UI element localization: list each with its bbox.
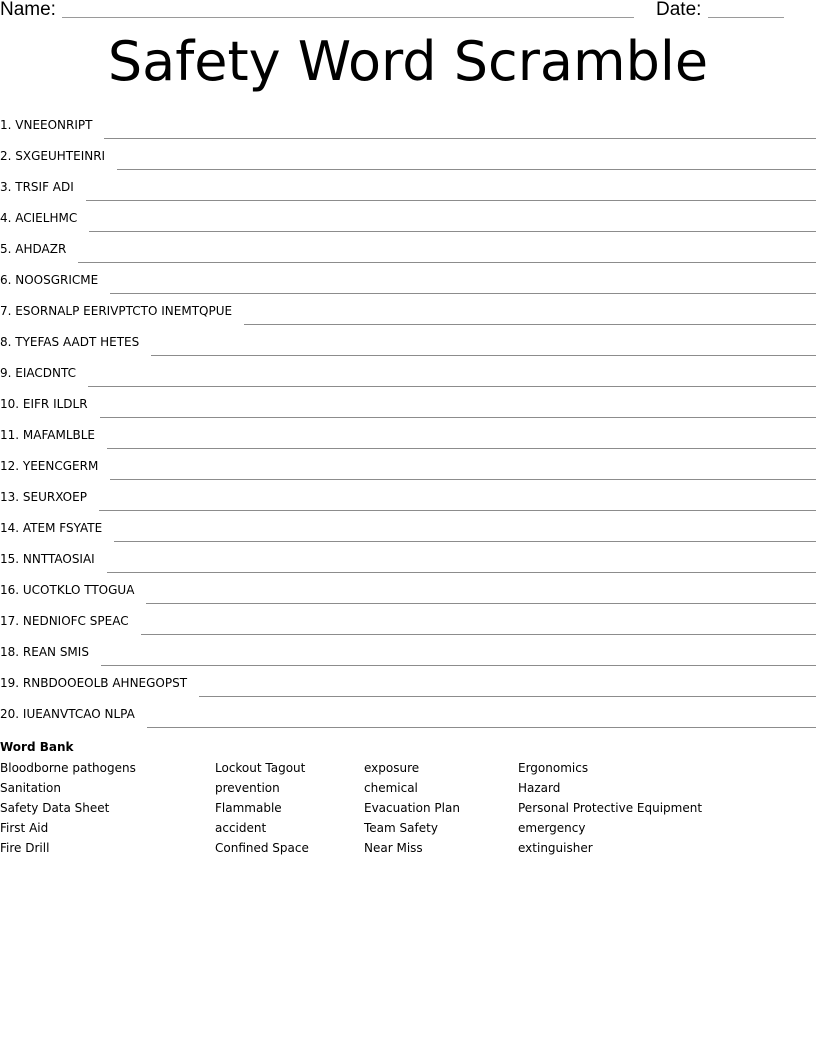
answer-line[interactable] (104, 137, 816, 139)
question-row (0, 203, 816, 234)
answer-line[interactable] (107, 571, 816, 573)
scrambled-word: 15. NNTTAOSIAI (0, 552, 95, 566)
scrambled-word: 7. ESORNALP EERIVPTCTO INEMTQPUE (0, 304, 233, 318)
word-bank-item: Hazard (518, 781, 561, 795)
answer-line[interactable] (199, 695, 816, 697)
date-field[interactable] (708, 17, 784, 18)
answer-line[interactable] (88, 385, 816, 387)
word-bank-title: Word Bank (0, 740, 74, 754)
answer-line[interactable] (89, 230, 816, 232)
scrambled-word: 11. MAFAMLBLE (0, 428, 96, 442)
question-row (0, 699, 816, 730)
scrambled-word: 16. UCOTKLO TTOGUA (0, 583, 135, 597)
word-bank-column (518, 760, 702, 860)
word-bank-item: Near Miss (364, 841, 423, 855)
question-row (0, 513, 816, 544)
question-row (0, 327, 816, 358)
scrambled-word: 8. TYEFAS AADT HETES (0, 335, 140, 349)
question-row (0, 575, 816, 606)
answer-line[interactable] (151, 354, 816, 356)
scrambled-word: 13. SEURXOEP (0, 490, 87, 504)
answer-line[interactable] (117, 168, 816, 170)
question-row (0, 482, 816, 513)
scrambled-word: 17. NEDNIOFC SPEAC (0, 614, 129, 628)
word-bank-item: Team Safety (364, 821, 438, 835)
question-row (0, 296, 816, 327)
word-bank-item: Ergonomics (518, 761, 589, 775)
answer-line[interactable] (110, 478, 816, 480)
word-bank-item: Sanitation (0, 781, 61, 795)
question-row (0, 606, 816, 637)
question-row (0, 358, 816, 389)
scrambled-word: 2. SXGEUHTEINRI (0, 149, 106, 163)
name-date-header (0, 0, 816, 24)
scrambled-word: 18. REAN SMIS (0, 645, 89, 659)
answer-line[interactable] (146, 602, 816, 604)
answer-line[interactable] (100, 416, 816, 418)
word-bank-item: accident (215, 821, 267, 835)
answer-line[interactable] (244, 323, 816, 325)
word-bank-item: Bloodborne pathogens (0, 761, 136, 775)
question-row (0, 420, 816, 451)
word-bank-item: Evacuation Plan (364, 801, 460, 815)
answer-line[interactable] (141, 633, 816, 635)
name-label: Name: (0, 0, 56, 20)
scrambled-word: 14. ATEM FSYATE (0, 521, 103, 535)
question-row (0, 234, 816, 265)
scrambled-word: 1. VNEEONRIPT (0, 118, 93, 132)
question-row (0, 110, 816, 141)
question-row (0, 141, 816, 172)
word-bank-item: Safety Data Sheet (0, 801, 110, 815)
word-bank-column (215, 760, 309, 860)
word-bank-item: prevention (215, 781, 280, 795)
answer-line[interactable] (99, 509, 816, 511)
scrambled-word: 20. IUEANVTCAO NLPA (0, 707, 135, 721)
name-field[interactable] (62, 17, 634, 18)
answer-line[interactable] (110, 292, 816, 294)
word-bank-item: Lockout Tagout (215, 761, 306, 775)
word-bank-item: chemical (364, 781, 418, 795)
question-list (0, 110, 816, 730)
answer-line[interactable] (114, 540, 816, 542)
word-bank-column (0, 760, 136, 860)
scrambled-word: 6. NOOSGRICME (0, 273, 99, 287)
word-bank-item: First Aid (0, 821, 49, 835)
question-row (0, 265, 816, 296)
question-row (0, 451, 816, 482)
word-bank-item: exposure (364, 761, 420, 775)
question-row (0, 172, 816, 203)
word-bank-item: Flammable (215, 801, 282, 815)
answer-line[interactable] (147, 726, 816, 728)
word-bank-item: Personal Protective Equipment (518, 801, 703, 815)
date-label: Date: (656, 0, 702, 20)
word-bank-item: emergency (518, 821, 586, 835)
question-row (0, 544, 816, 575)
answer-line[interactable] (101, 664, 816, 666)
scrambled-word: 5. AHDAZR (0, 242, 67, 256)
question-row (0, 389, 816, 420)
question-row (0, 637, 816, 668)
scrambled-word: 19. RNBDOOEOLB AHNEGOPST (0, 676, 188, 690)
word-bank-item: Confined Space (215, 841, 309, 855)
scrambled-word: 4. ACIELHMC (0, 211, 78, 225)
answer-line[interactable] (86, 199, 816, 201)
scrambled-word: 10. EIFR ILDLR (0, 397, 88, 411)
answer-line[interactable] (107, 447, 816, 449)
scrambled-word: 9. EIACDNTC (0, 366, 76, 380)
question-row (0, 668, 816, 699)
scrambled-word: 12. YEENCGERM (0, 459, 99, 473)
scrambled-word: 3. TRSIF ADI (0, 180, 74, 194)
word-bank-column (364, 760, 460, 860)
page-title: Safety Word Scramble (107, 30, 709, 93)
word-bank-item: extinguisher (518, 841, 593, 855)
answer-line[interactable] (78, 261, 816, 263)
word-bank-item: Fire Drill (0, 841, 50, 855)
